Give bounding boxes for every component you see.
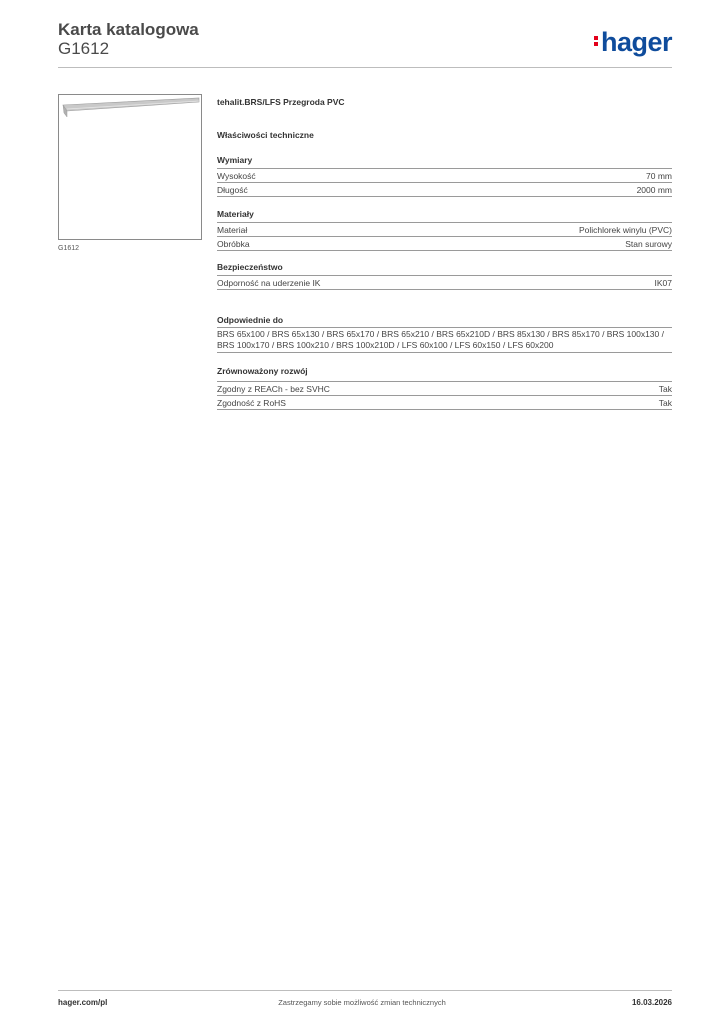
spec-row	[217, 236, 672, 251]
spec-row	[217, 168, 672, 182]
product-image	[58, 94, 202, 240]
footer-website[interactable]: hager.com/pl	[58, 998, 108, 1007]
product-name: tehalit.BRS/LFS Przegroda PVC	[217, 97, 345, 107]
hager-logo	[594, 27, 672, 58]
section-title-suitable: Odpowiednie do	[217, 315, 284, 325]
spec-label: Wysokość	[217, 170, 256, 181]
spec-row	[217, 182, 672, 197]
compatible-products: BRS 65x100 / BRS 65x130 / BRS 65x170 / BRS 65x210 / BRS 65x210D / BRS 85x130 / BRS 85x170 / BRS 100x130 / BRS 100x170 / BRS 100x210 / BRS 100x210D / LFS 60x100 / LFS 60x150 / LFS 60x200	[217, 327, 672, 353]
spec-row	[217, 395, 672, 410]
spec-value: 2000 mm	[636, 184, 672, 195]
logo-dots-icon	[594, 34, 599, 48]
logo-text: hager	[600, 27, 672, 57]
image-caption: G1612	[58, 245, 80, 252]
footer-date: 16.03.2026	[631, 998, 672, 1007]
spec-value: IK07	[654, 277, 672, 288]
spec-row	[217, 222, 672, 236]
spec-value: Tak	[658, 397, 672, 408]
spec-value: Stan surowy	[625, 238, 672, 249]
product-code: G1612	[58, 39, 110, 58]
spec-label: Materiał	[217, 224, 248, 235]
footer-disclaimer: Zastrzegamy sobie możliwość zmian technicznych	[278, 998, 446, 1007]
section-title-sustainability: Zrównoważony rozwój	[217, 366, 308, 376]
footer-divider	[58, 990, 672, 991]
spec-value: Tak	[658, 383, 672, 394]
spec-label: Zgodność z RoHS	[217, 397, 286, 408]
partition-profile-icon	[59, 95, 201, 239]
spec-label: Długość	[217, 184, 248, 195]
spec-row	[217, 275, 672, 290]
header-divider	[58, 67, 672, 68]
spec-value: Polichlorek winylu (PVC)	[578, 224, 672, 235]
technical-properties-title: Właściwości techniczne	[217, 130, 314, 140]
spec-row	[217, 381, 672, 395]
spec-label: Obróbka	[217, 238, 250, 249]
spec-label: Odporność na uderzenie IK	[217, 277, 321, 288]
document-title: Karta katalogowa	[58, 20, 199, 39]
section-title-materials: Materiały	[217, 209, 254, 219]
section-title-dimensions: Wymiary	[217, 155, 253, 165]
section-title-safety: Bezpieczeństwo	[217, 262, 283, 272]
spec-value: 70 mm	[646, 170, 672, 181]
spec-label: Zgodny z REACh - bez SVHC	[217, 383, 330, 394]
